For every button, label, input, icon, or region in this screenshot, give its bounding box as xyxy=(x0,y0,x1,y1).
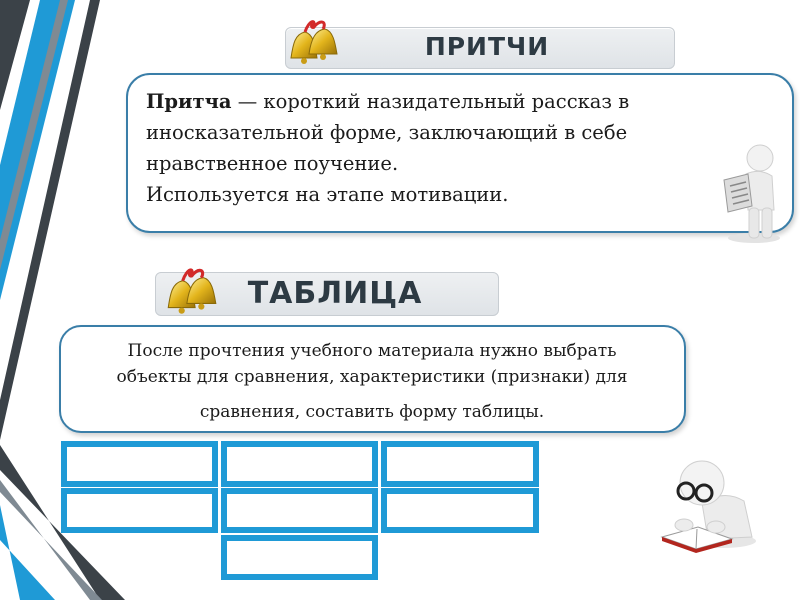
parable-usage: Используется на этапе мотивации. xyxy=(146,183,509,206)
studying-figure-illustration xyxy=(640,455,760,555)
reading-figure-illustration xyxy=(718,140,786,244)
bells-icon xyxy=(283,14,343,68)
table-cell xyxy=(381,441,539,487)
instruction-line-2: объекты для сравнения, характеристики (признаки) для xyxy=(116,367,628,387)
table-cell xyxy=(61,441,218,487)
parable-term: Притча xyxy=(146,90,232,113)
instruction-line-3: сравнения, составить форму таблицы. xyxy=(199,402,545,422)
table-cell xyxy=(221,535,378,580)
parable-definition-text: — короткий назидательный рассказ в иносказательной форме, заключающий в себе нравственное поучение. xyxy=(146,90,630,175)
table-cell xyxy=(381,488,539,533)
table-cell xyxy=(221,441,378,487)
instruction-line-1: После прочтения учебного материала нужно выбрать xyxy=(127,341,617,361)
parables-header-title: ПРИТЧИ xyxy=(424,32,550,61)
parable-definition xyxy=(146,86,736,210)
table-header-title: ТАБЛИЦА xyxy=(247,276,423,311)
bells-icon xyxy=(160,262,222,318)
table-cell xyxy=(221,488,378,533)
table-cell xyxy=(61,488,218,533)
